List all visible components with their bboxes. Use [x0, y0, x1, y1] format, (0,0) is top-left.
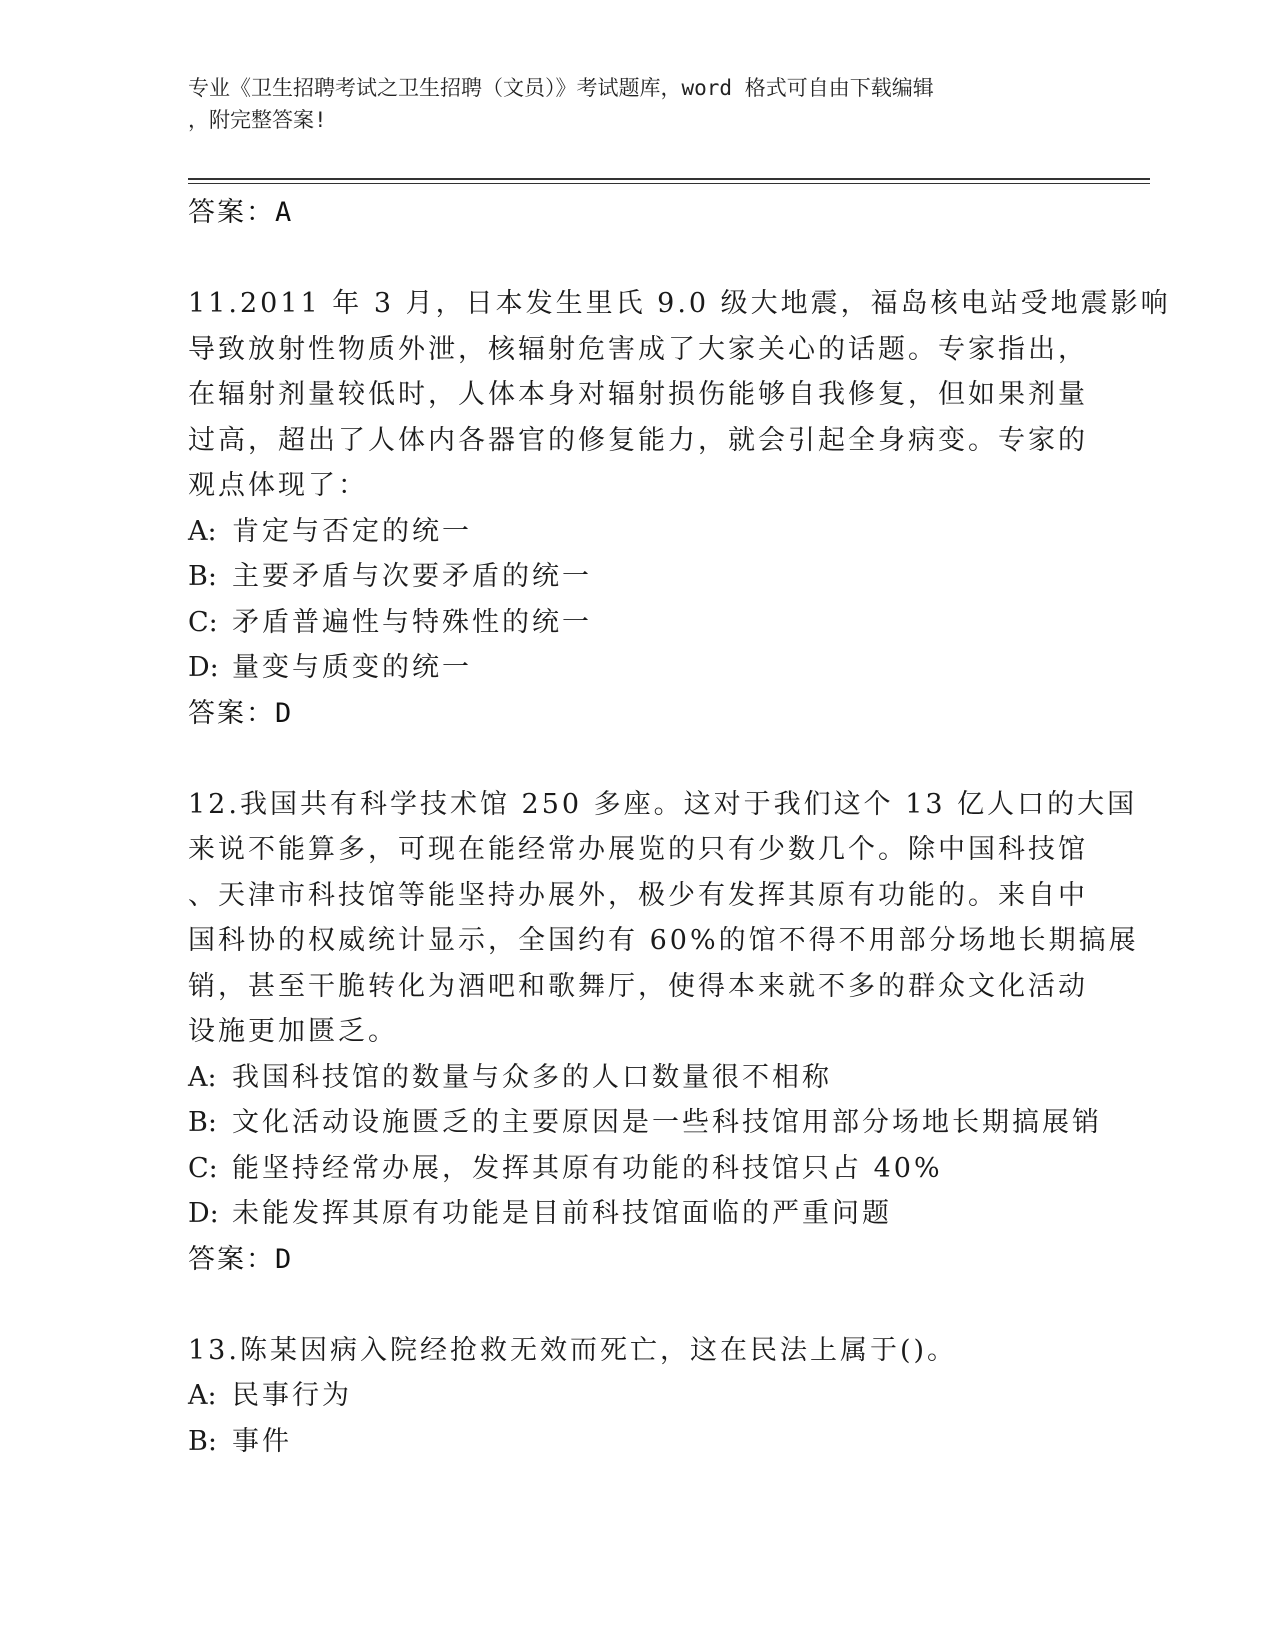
question-12	[188, 782, 1139, 1283]
question-line: 设施更加匮乏。	[188, 1016, 398, 1047]
option-b	[188, 554, 1088, 600]
option-letter: B:	[188, 561, 217, 592]
question-line: 在辐射剂量较低时，人体本身对辐射损伤能够自我修复，但如果剂量	[188, 379, 1088, 410]
answer-line: 答案：D	[188, 697, 294, 729]
header-line-1: 专业《卫生招聘考试之卫生招聘（文员）》考试题库，word 格式可自由下载编辑	[188, 76, 934, 100]
option-b	[188, 1100, 1102, 1146]
question-line: 导致放射性物质外泄，核辐射危害成了大家关心的话题。专家指出，	[188, 333, 1088, 365]
option-text: 我国科技馆的数量与众多的人口数量很不相称	[232, 1061, 832, 1093]
option-a	[188, 1373, 1088, 1419]
option-c	[188, 600, 1088, 646]
option-d	[188, 1191, 1088, 1237]
option-text: 未能发挥其原有功能是目前科技馆面临的严重问题	[232, 1198, 892, 1229]
option-b	[188, 1419, 1088, 1465]
option-letter: A:	[188, 1380, 217, 1411]
option-a	[188, 509, 1088, 555]
option-letter: A:	[188, 515, 217, 547]
document-header	[188, 72, 1088, 136]
question-line: 过高，超出了人体内各器官的修复能力，就会引起全身病变。专家的	[188, 424, 1088, 456]
question-line: 13.陈某因病入院经抢救无效而死亡，这在民法上属于()。	[188, 1334, 958, 1366]
question-content	[188, 190, 1171, 1464]
option-text: 民事行为	[232, 1380, 352, 1411]
question-line: 销，甚至干脆转化为酒吧和歌舞厅，使得本来就不多的群众文化活动	[188, 970, 1088, 1002]
spacer	[188, 236, 1088, 282]
header-line-2: ，附完整答案!	[188, 108, 327, 132]
option-text: 能坚持经常办展，发挥其原有功能的科技馆只占 40%	[232, 1152, 943, 1184]
header-rule-thin	[188, 183, 1150, 184]
option-text: 文化活动设施匮乏的主要原因是一些科技馆用部分场地长期搞展销	[232, 1107, 1102, 1138]
option-text: 主要矛盾与次要矛盾的统一	[232, 561, 592, 592]
question-line: 11.2011 年 3 月，日本发生里氏 9.0 级大地震，福岛核电站受地震影响	[188, 288, 1171, 319]
spacer	[188, 1282, 1088, 1328]
question-line: 国科协的权威统计显示，全国约有 60%的馆不得不用部分场地长期搞展	[188, 925, 1139, 956]
option-letter: B:	[188, 1425, 217, 1457]
option-a	[188, 1055, 1088, 1101]
option-text: 量变与质变的统一	[232, 652, 472, 683]
option-letter: D:	[188, 652, 219, 683]
option-letter: D:	[188, 1198, 219, 1229]
answer-line: 答案：D	[188, 1243, 294, 1275]
question-11	[188, 281, 1171, 736]
previous-answer: 答案：A	[188, 197, 294, 228]
question-13	[188, 1328, 1088, 1465]
spacer	[188, 736, 1088, 782]
question-line: 、天津市科技馆等能坚持办展外，极少有发挥其原有功能的。来自中	[188, 879, 1088, 911]
question-line: 观点体现了：	[188, 470, 368, 501]
option-text: 矛盾普遍性与特殊性的统一	[232, 606, 592, 638]
option-d	[188, 645, 1088, 691]
option-c	[188, 1146, 1088, 1192]
question-line: 来说不能算多，可现在能经常办展览的只有少数几个。除中国科技馆	[188, 834, 1088, 865]
option-letter: A:	[188, 1061, 217, 1093]
question-line: 12.我国共有科学技术馆 250 多座。这对于我们这个 13 亿人口的大国	[188, 788, 1138, 820]
option-letter: B:	[188, 1107, 217, 1138]
header-rule-thick	[188, 178, 1150, 180]
option-text: 事件	[232, 1425, 292, 1457]
option-letter: C:	[188, 1152, 218, 1184]
option-letter: C:	[188, 606, 218, 638]
option-text: 肯定与否定的统一	[232, 515, 472, 547]
